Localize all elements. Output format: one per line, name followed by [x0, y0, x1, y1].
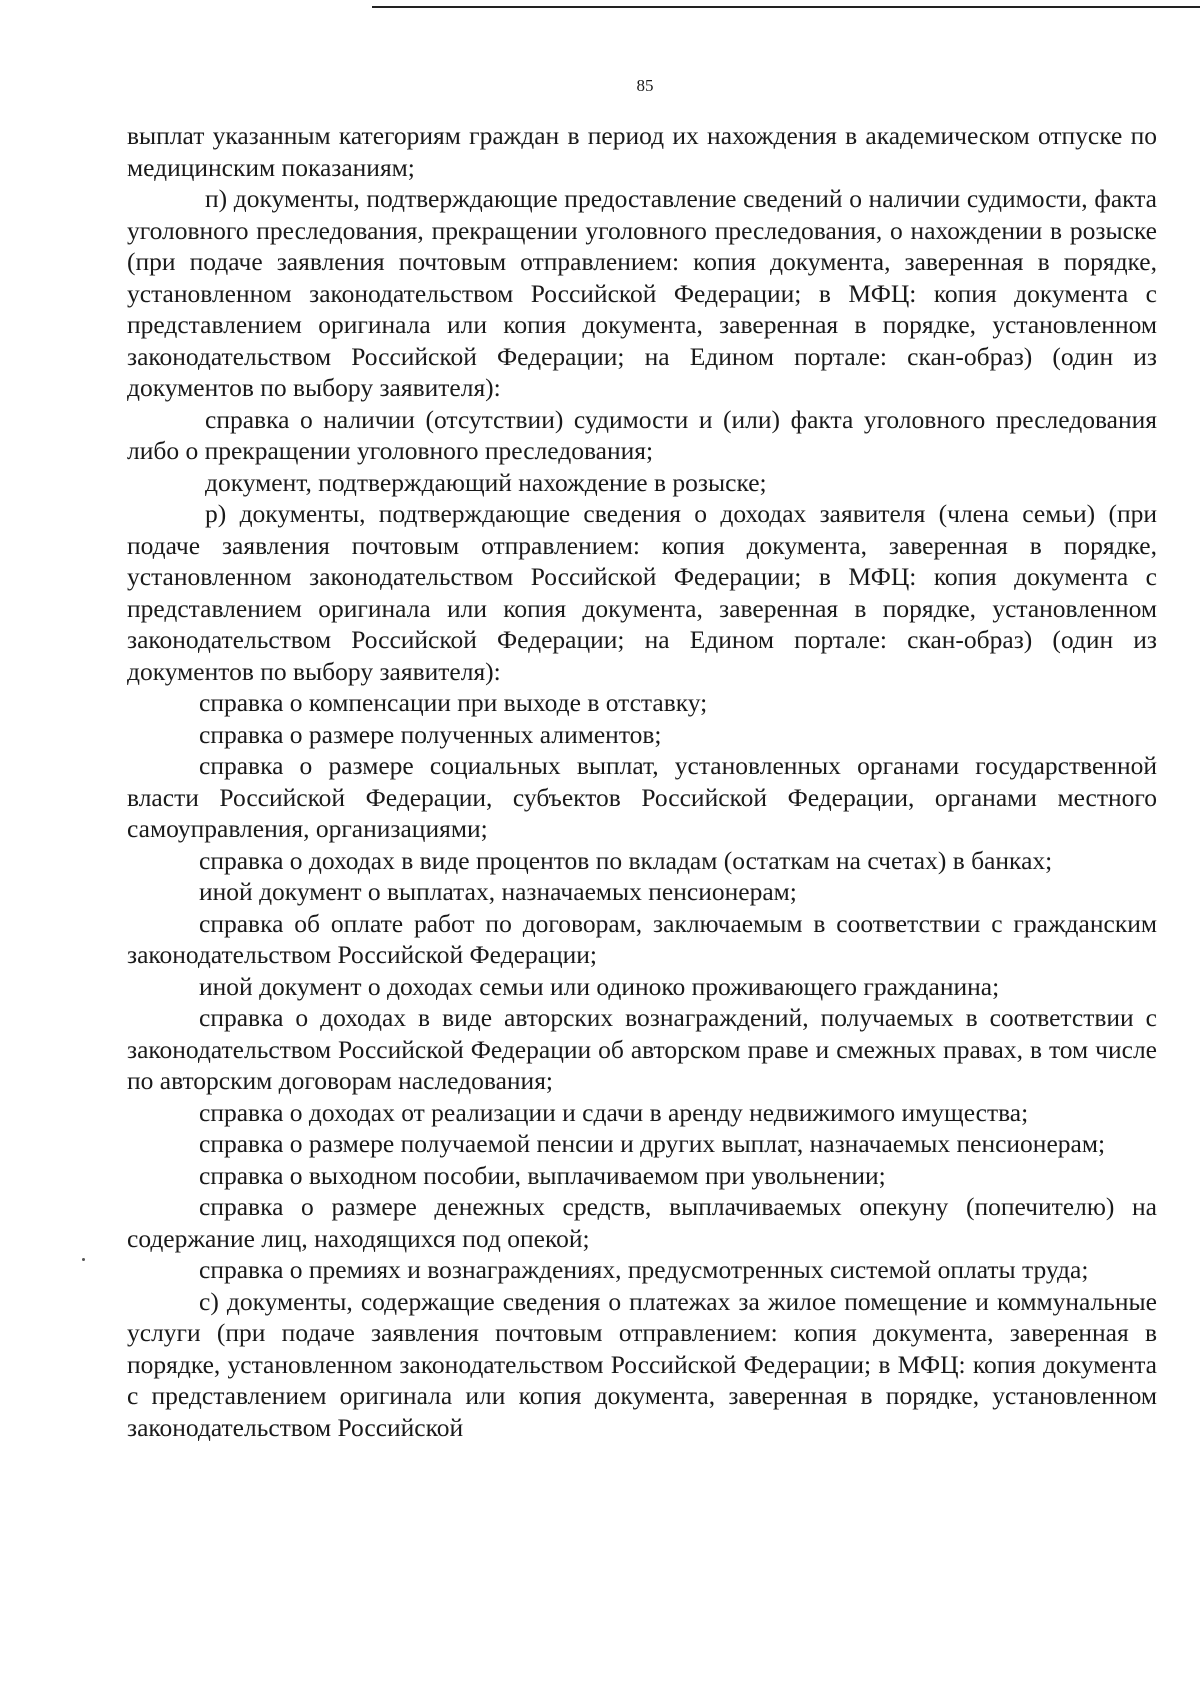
paragraph-item-s: с) документы, содержащие сведения о платежах за жилое помещение и коммунальные услуги (при подаче заявления почтовым отправлением: копия документа, заверенная в порядке, установленном законодательством Российской Федерации; в МФЦ: копия документа с представлением оригинала или копия документа, заверенная в порядке, установленном законодательством Российской [127, 1286, 1157, 1442]
list-item: документ, подтверждающий нахождение в розыске; [205, 467, 767, 497]
list-item: справка о выходном пособии, выплачиваемом при увольнении; [199, 1160, 886, 1190]
list-item: справка о размере получаемой пенсии и других выплат, назначаемых пенсионерам; [199, 1129, 1106, 1158]
list-item: справка о доходах от реализации и сдачи в аренду недвижимого имущества; [199, 1097, 1029, 1127]
list-item: справка об оплате работ по договорам, заключаемым в соответствии с гражданским законодательством Российской Федерации; [127, 908, 1157, 969]
list-item: справка о размере социальных выплат, установленных органами государственной власти Российской Федерации, субъектов Российской Федерации, органами местного самоуправления, организациями; [127, 751, 1157, 843]
list-item: справка о доходах в виде процентов по вкладам (остаткам на счетах) в банках; [199, 845, 1053, 875]
list-item: справка о доходах в виде авторских вознаграждений, получаемых в соответствии с законодательством Российской Федерации об авторском праве и смежных правах, в том числе по авторским договорам наследования; [127, 1003, 1157, 1095]
paragraph-item-p: п) документы, подтверждающие предоставление сведений о наличии судимости, факта уголовного преследования, прекращении уголовного преследования, о нахождении в розыске (при подаче заявления почтовым отправлением: копия документа, заверенная в порядке, установленном законодательством Российской Федерации; в МФЦ: копия документа с представлением оригинала или копия документа, заверенная в порядке, установленном законодательством Российской Федерации; на Едином портале: скан-образ) (один из документов по выбору заявителя): [127, 184, 1157, 402]
scan-artifact-dot [82, 1258, 85, 1261]
list-item: справка о размере денежных средств, выплачиваемых опекуну (попечителю) на содержание лиц, находящихся под опекой; [127, 1192, 1157, 1253]
paragraph-continuation: выплат указанным категориям граждан в период их нахождения в академическом отпуске по медицинским показаниям; [127, 121, 1157, 182]
list-item: справка о размере полученных алиментов; [199, 719, 662, 749]
list-item: иной документ о доходах семьи или одиноко проживающего гражданина; [199, 971, 1000, 1001]
list-item: иной документ о выплатах, назначаемых пенсионерам; [199, 877, 797, 906]
list-item: справка о компенсации при выходе в отставку; [199, 688, 708, 717]
paragraph-item-r: р) документы, подтверждающие сведения о доходах заявителя (члена семьи) (при подаче заявления почтовым отправлением: копия документа, заверенная в порядке, установленном законодательством Российской Федерации; в МФЦ: копия документа с представлением оригинала или копия документа, заверенная в порядке, установленном законодательством Российской Федерации; на Едином портале: скан-образ) (один из документов по выбору заявителя): [127, 499, 1157, 686]
list-item: справка о наличии (отсутствии) судимости и (или) факта уголовного преследования либо о прекращении уголовного преследования; [127, 404, 1157, 465]
document-body [127, 120, 1157, 1443]
list-item: справка о премиях и вознаграждениях, предусмотренных системой оплаты труда; [199, 1255, 1089, 1284]
page-number: 85 [636, 76, 654, 95]
top-border-rule [372, 6, 1200, 8]
